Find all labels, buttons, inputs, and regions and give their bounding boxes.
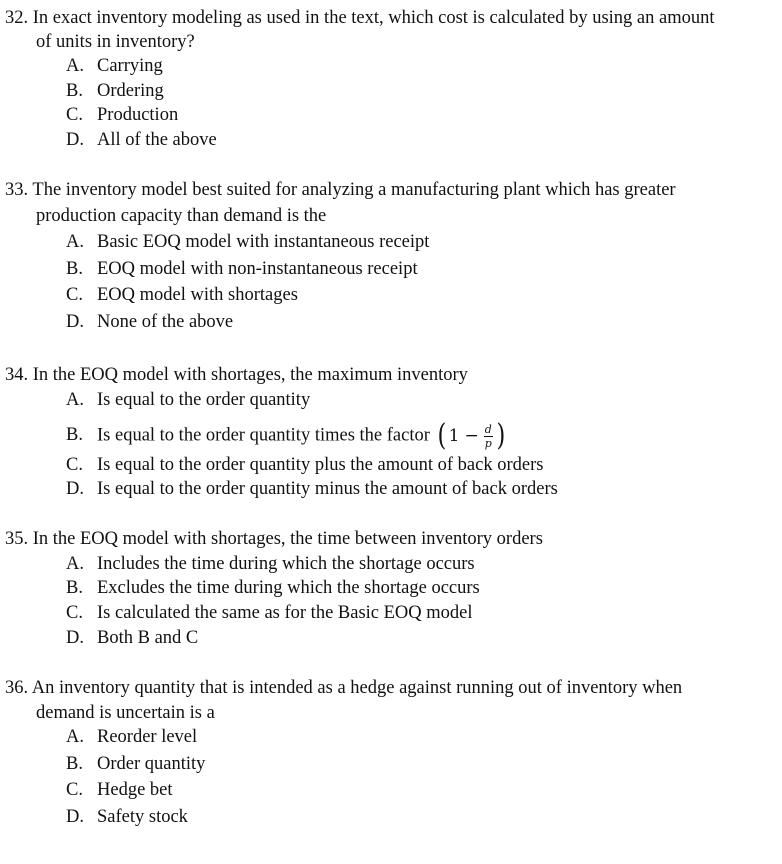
question-35-option-d[interactable] <box>66 627 198 649</box>
question-34-option-b[interactable] <box>66 418 506 453</box>
question-stem-text: In exact inventory modeling as used in the text, which cost is calculated by using an amount <box>32 8 715 28</box>
option-text: EOQ model with shortages <box>97 285 298 305</box>
question-35-option-b[interactable] <box>66 577 480 599</box>
question-32-stem-line-1 <box>5 7 715 29</box>
question-32-option-a[interactable] <box>66 55 163 77</box>
question-33-stem-line-1 <box>5 179 676 201</box>
question-32-option-c[interactable] <box>66 104 178 126</box>
question-stem-text: The inventory model best suited for analyzing a manufacturing plant which has greater <box>32 180 676 200</box>
option-letter: A. <box>66 390 84 410</box>
option-letter: C. <box>66 780 83 800</box>
option-letter: B. <box>66 81 83 101</box>
option-text: Basic EOQ model with instantaneous receipt <box>97 232 430 252</box>
fraction-numerator: d <box>484 422 492 436</box>
shortage-factor-formula <box>436 418 507 453</box>
option-text: Excludes the time during which the shortage occurs <box>97 578 480 598</box>
question-34-option-a[interactable] <box>66 389 310 411</box>
option-text: Order quantity <box>97 754 206 774</box>
option-text: Is equal to the order quantity plus the amount of back orders <box>97 455 544 475</box>
question-33-option-c[interactable] <box>66 284 298 306</box>
close-paren: ) <box>496 418 506 453</box>
question-34-option-d[interactable] <box>66 478 558 500</box>
question-35-stem-line-1 <box>5 528 543 550</box>
option-text: Is calculated the same as for the Basic EOQ model <box>97 603 473 623</box>
option-letter: A. <box>66 554 84 574</box>
option-text: Reorder level <box>97 727 198 747</box>
option-letter: C. <box>66 285 83 305</box>
question-32-option-d[interactable] <box>66 129 217 151</box>
question-33-option-b[interactable] <box>66 258 418 280</box>
option-text: Is equal to the order quantity minus the amount of back orders <box>97 479 558 499</box>
option-text: Ordering <box>97 81 164 101</box>
option-text: All of the above <box>97 130 217 150</box>
option-text: Is equal to the order quantity times the factor <box>97 425 430 446</box>
fraction-denominator: p <box>484 436 492 450</box>
question-36-option-b[interactable] <box>66 753 205 775</box>
option-text: Production <box>97 105 179 125</box>
option-letter: C. <box>66 455 83 475</box>
question-number: 33. <box>5 180 29 200</box>
question-36-stem-line-2: demand is uncertain is a <box>36 703 215 723</box>
question-35-option-c[interactable] <box>66 602 473 624</box>
question-33-stem-line-2: production capacity than demand is the <box>36 206 327 226</box>
option-letter: D. <box>66 628 84 648</box>
option-text: Is equal to the order quantity <box>97 390 311 410</box>
question-36-option-c[interactable] <box>66 779 173 801</box>
question-34-option-c[interactable] <box>66 454 543 476</box>
question-33-option-a[interactable] <box>66 231 429 253</box>
option-text: Safety stock <box>97 807 188 827</box>
question-34-stem-line-1 <box>5 364 468 386</box>
option-letter: B. <box>66 425 83 446</box>
question-36-stem-line-1 <box>5 677 682 699</box>
question-number: 36. <box>5 678 29 698</box>
question-32-stem-line-2: of units in inventory? <box>36 32 195 52</box>
question-number: 32. <box>5 8 29 28</box>
question-stem-text: An inventory quantity that is intended as a hedge against running out of inventory when <box>31 678 683 698</box>
option-letter: B. <box>66 754 83 774</box>
question-36-option-a[interactable] <box>66 726 197 748</box>
question-number: 34. <box>5 365 29 385</box>
question-number: 35. <box>5 529 29 549</box>
option-letter: D. <box>66 479 84 499</box>
question-32-option-b[interactable] <box>66 80 164 102</box>
option-text: None of the above <box>97 312 234 332</box>
option-text: Hedge bet <box>97 780 173 800</box>
question-35-option-a[interactable] <box>66 553 475 575</box>
option-letter: D. <box>66 312 84 332</box>
option-letter: B. <box>66 578 83 598</box>
option-letter: B. <box>66 259 83 279</box>
formula-minus: − <box>464 426 479 446</box>
option-letter: A. <box>66 56 84 76</box>
formula-one: 1 <box>448 426 460 446</box>
option-letter: A. <box>66 727 84 747</box>
question-stem-text: In the EOQ model with shortages, the time between inventory orders <box>32 529 543 549</box>
option-letter: D. <box>66 130 84 150</box>
question-stem-text: In the EOQ model with shortages, the maximum inventory <box>32 365 468 385</box>
open-paren: ( <box>437 418 447 453</box>
option-letter: D. <box>66 807 84 827</box>
question-36-option-d[interactable] <box>66 806 188 828</box>
option-letter: A. <box>66 232 84 252</box>
formula-fraction <box>484 424 493 449</box>
option-text: Both B and C <box>97 628 199 648</box>
question-33-option-d[interactable] <box>66 311 233 333</box>
option-text: EOQ model with non-instantaneous receipt <box>97 259 418 279</box>
option-letter: C. <box>66 105 83 125</box>
option-letter: C. <box>66 603 83 623</box>
option-text: Includes the time during which the shortage occurs <box>97 554 475 574</box>
option-text: Carrying <box>97 56 163 76</box>
